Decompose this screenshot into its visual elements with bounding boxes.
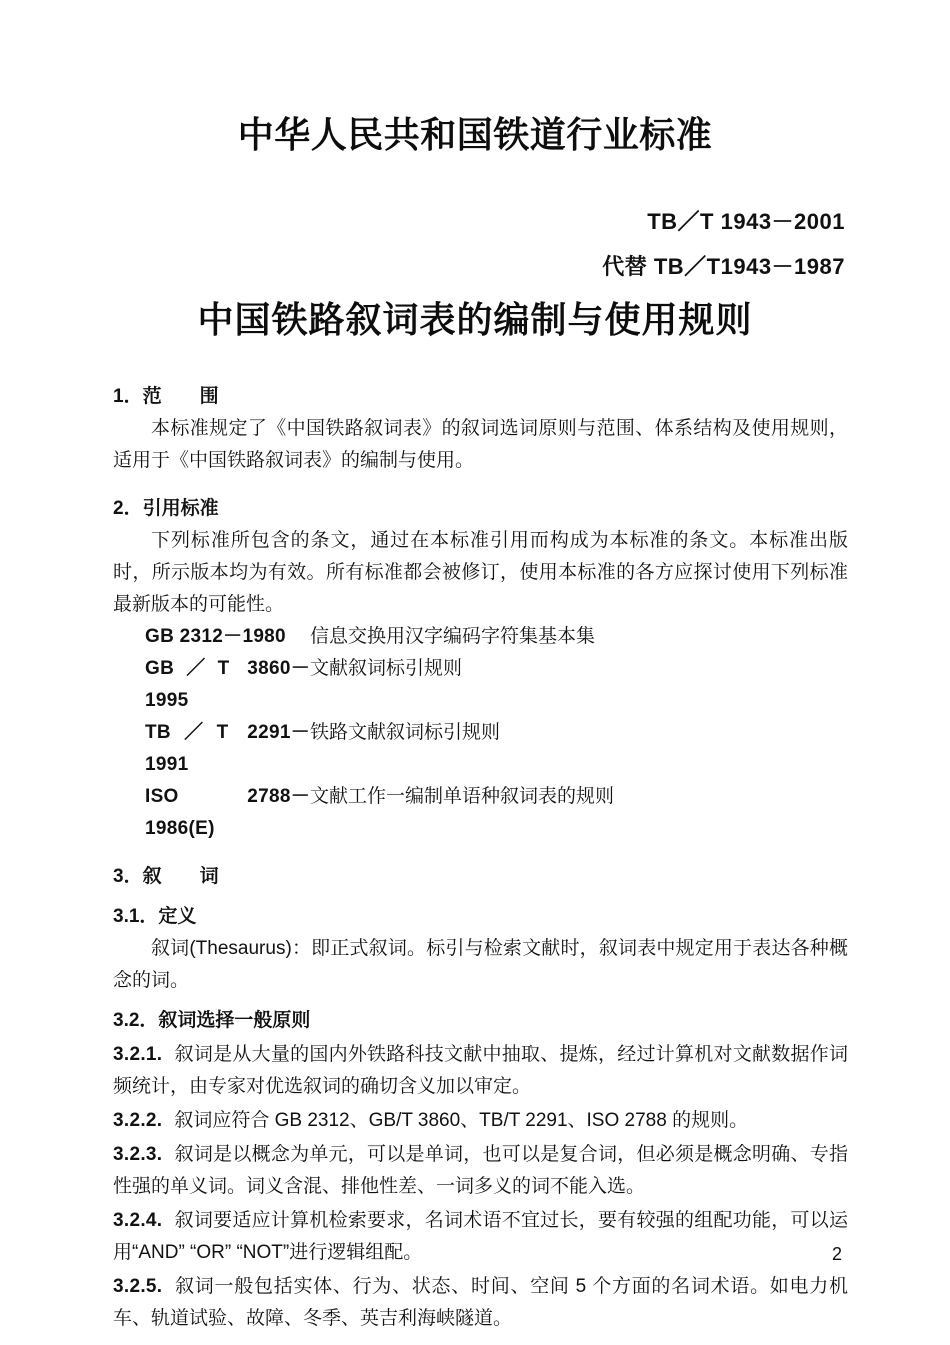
reference-code: GB 2312－1980	[145, 626, 286, 647]
reference-code: TB／T 2291－1991	[145, 722, 310, 775]
standard-replaces: 代替 TB／T1943－1987	[602, 254, 845, 279]
clause-number: 3.2.4.	[113, 1210, 163, 1231]
standard-org-title: 中华人民共和国铁道行业标准	[237, 115, 713, 155]
reference-row	[113, 781, 848, 845]
section-3-1-heading: 3.1．定义	[113, 906, 197, 927]
document-body	[113, 381, 848, 1335]
reference-title: 文献工作一编制单语种叙词表的规则	[310, 786, 615, 807]
clause-text: 叙词应符合 GB 2312、GB/T 3860、TB/T 2291、ISO 2788 的规则。	[174, 1110, 749, 1131]
reference-code: GB／T 3860－1995	[145, 658, 310, 711]
reference-code: ISO 2788－1986(E)	[145, 786, 310, 839]
reference-title: 文献叙词标引规则	[310, 658, 463, 679]
standard-number: TB／T 1943－2001	[647, 209, 845, 234]
section-1-heading: 1．范 围	[113, 386, 219, 407]
clause-3-2-3	[113, 1139, 848, 1203]
standard-number-block	[0, 199, 845, 289]
clause-3-2-5	[113, 1271, 848, 1335]
section-2-paragraph: 下列标准所包含的条文，通过在本标准引用而构成为本标准的条文。本标准出版时，所示版本均为有效。所有标准都会被修订，使用本标准的各方应探讨使用下列标准最新版本的可能性。	[113, 530, 848, 615]
clause-text: 叙词要适应计算机检索要求，名词术语不宜过长，要有较强的组配功能，可以运用“AND” “OR” “NOT”进行逻辑组配。	[113, 1210, 848, 1263]
clause-number: 3.2.2.	[113, 1110, 163, 1131]
reference-title: 信息交换用汉字编码字符集基本集	[310, 626, 596, 647]
page-number: 2	[831, 1244, 842, 1264]
clause-text: 叙词是以概念为单元，可以是单词，也可以是复合词，但必须是概念明确、专指性强的单义词。词义含混、排他性差、一词多义的词不能入选。	[113, 1144, 848, 1197]
section-2-heading: 2．引用标准	[113, 498, 219, 519]
clause-number: 3.2.5.	[113, 1276, 163, 1297]
reference-title: 铁路文献叙词标引规则	[310, 722, 501, 743]
clause-3-2-2	[113, 1105, 848, 1137]
clause-3-2-1	[113, 1039, 848, 1103]
section-3-heading: 3．叙 词	[113, 866, 219, 887]
clause-number: 3.2.1.	[113, 1044, 163, 1065]
clause-text: 叙词是从大量的国内外铁路科技文献中抽取、提炼，经过计算机对文献数据作词频统计，由专家对优选叙词的确切含义加以审定。	[113, 1044, 848, 1097]
reference-row	[113, 653, 848, 717]
reference-row	[113, 621, 848, 653]
clause-3-2-4	[113, 1205, 848, 1269]
section-3-1-paragraph: 叙词(Thesaurus)：即正式叙词。标引与检索文献时，叙词表中规定用于表达各种概念的词。	[113, 938, 848, 991]
section-3-2-heading: 3.2．叙词选择一般原则	[113, 1010, 311, 1031]
reference-row	[113, 717, 848, 781]
section-1-paragraph: 本标准规定了《中国铁路叙词表》的叙词选词原则与范围、体系结构及使用规则，适用于《中国铁路叙词表》的编制与使用。	[113, 418, 848, 471]
clause-number: 3.2.3.	[113, 1144, 163, 1165]
referenced-standards-list	[113, 621, 848, 845]
document-title: 中国铁路叙词表的编制与使用规则	[197, 299, 753, 340]
clause-text: 叙词一般包括实体、行为、状态、时间、空间 5 个方面的名词术语。如电力机车、轨道试验、故障、冬季、英吉利海峡隧道。	[113, 1276, 848, 1329]
